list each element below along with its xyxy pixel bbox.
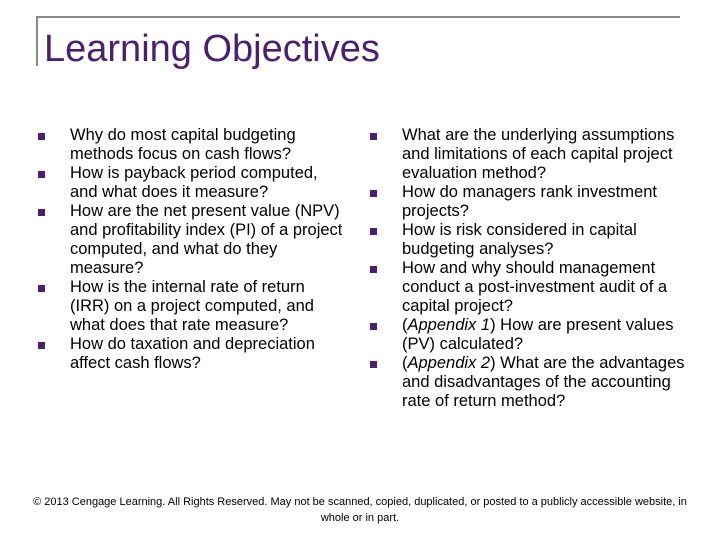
square-bullet-icon	[38, 171, 45, 178]
square-bullet-icon	[38, 285, 45, 292]
list-item	[370, 316, 690, 354]
paren-open: (	[402, 354, 408, 372]
square-bullet-icon	[370, 190, 377, 197]
list-item	[370, 354, 690, 411]
right-objectives-list	[370, 126, 690, 411]
square-bullet-icon	[38, 209, 45, 216]
list-item	[38, 126, 348, 164]
list-item	[370, 183, 690, 221]
square-bullet-icon	[370, 228, 377, 235]
square-bullet-icon	[370, 323, 377, 330]
paren-open: (	[402, 316, 408, 334]
objective-text: What are the underlying assumptions and limitations of each capital project evaluation method?	[402, 126, 675, 182]
square-bullet-icon	[370, 266, 377, 273]
list-item	[38, 164, 348, 202]
objective-rest: ) How are present values (PV) calculated?	[402, 316, 674, 353]
objective-text: How is payback period computed, and what does it measure?	[70, 164, 318, 201]
left-objectives-list	[38, 126, 348, 373]
objective-text	[402, 354, 685, 410]
objective-text: How are the net present value (NPV) and profitability index (PI) of a project computed, and what do they measure?	[70, 202, 343, 277]
appendix-label: Appendix 2	[407, 354, 491, 372]
square-bullet-icon	[370, 133, 377, 140]
objective-text: Why do most capital budgeting methods focus on cash flows?	[70, 126, 296, 163]
slide-title: Learning Objectives	[44, 28, 380, 70]
square-bullet-icon	[38, 342, 45, 349]
list-item	[370, 126, 690, 183]
list-item	[38, 335, 348, 373]
objective-text: How do taxation and depreciation affect cash flows?	[70, 335, 315, 372]
frame-left-line	[36, 16, 38, 66]
list-item	[38, 202, 348, 278]
objective-text	[402, 316, 674, 353]
objective-text: How is risk considered in capital budgeting analyses?	[402, 221, 637, 258]
objective-text: How do managers rank investment projects?	[402, 183, 657, 220]
frame-top-line	[36, 16, 680, 18]
appendix-label: Appendix 1	[407, 316, 491, 334]
objective-text: How is the internal rate of return (IRR) on a project computed, and what does that rate measure?	[70, 278, 314, 334]
square-bullet-icon	[370, 361, 377, 368]
copyright-footer: © 2013 Cengage Learning. All Rights Reserved. May not be scanned, copied, duplicated, or posted to a publicly accessible website, in whole or in part.	[33, 496, 687, 524]
objective-rest: ) What are the advantages and disadvantages of the accounting rate of return method?	[402, 354, 685, 410]
square-bullet-icon	[38, 133, 45, 140]
list-item	[370, 259, 690, 316]
list-item	[370, 221, 690, 259]
list-item	[38, 278, 348, 335]
objective-text: How and why should management conduct a post-investment audit of a capital project?	[402, 259, 668, 315]
